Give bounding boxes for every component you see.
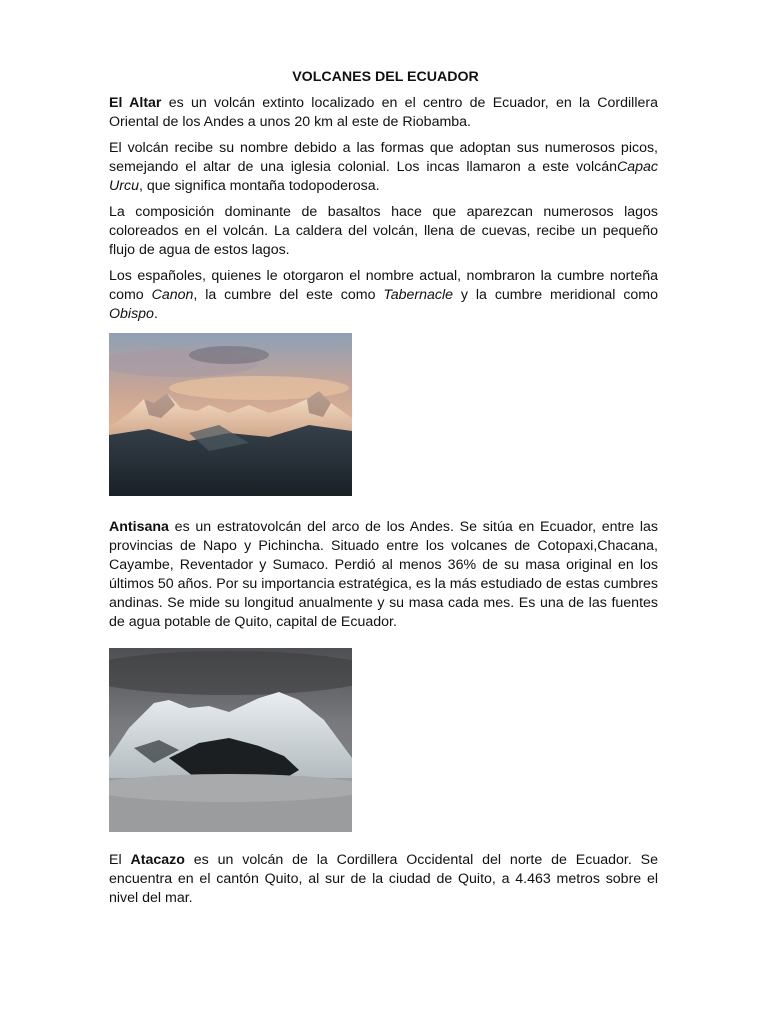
antisana-text: es un estratovolcán del arco de los Andes. Se sitúa en Ecuador, entre las provincias de Napo y Pichincha. Situado entre los volcanes de Cotopaxi,Chacana, Cayambe, Reventador y Sumaco. Perdió al menos 36% de su masa original en los últimos 50 años. Por su importancia estratégica, es la más estudiado de estas cumbres andinas. Se mide su longitud anualmente y su masa cada mes. Es una de las fuentes de agua potable de Quito, capital de Ecuador.	[109, 519, 658, 630]
altar-p4-text-d: .	[153, 306, 158, 322]
atacazo-name: Atacazo	[130, 852, 185, 868]
altar-tabernacle: Tabernacle	[383, 287, 454, 303]
altar-p2-italic: Capac Urcu	[109, 159, 658, 194]
altar-paragraph-4	[109, 267, 658, 324]
document-page	[109, 68, 658, 915]
altar-p4-text-a: Los españoles, quienes le otorgaron el nombre actual, nombraron la cumbre norteña como	[109, 268, 658, 303]
altar-p1-text: es un volcán extinto localizado en el centro de Ecuador, en la Cordillera Oriental de los Andes a unos 20 km al este de Riobamba.	[109, 95, 658, 130]
altar-paragraph-3: La composición dominante de basaltos hace que aparezcan numerosos lagos coloreados en el volcán. La caldera del volcán, llena de cuevas, recibe un pequeño flujo de agua de estos lagos.	[109, 204, 658, 258]
antisana-volcano-photo	[109, 648, 352, 832]
altar-obispo: Obispo	[109, 306, 154, 322]
antisana-paragraph	[109, 518, 658, 632]
altar-p2-text-b: , que significa montaña todopoderosa.	[138, 178, 380, 194]
altar-volcano-photo	[109, 333, 352, 496]
altar-p4-text-c: y la cumbre meridional como	[453, 287, 659, 303]
atacazo-text: es un volcán de la Cordillera Occidental del norte de Ecuador. Se encuentra en el cantón Quito, al sur de la ciudad de Quito, a 4.463 metros sobre el nivel del mar.	[109, 852, 658, 906]
page-title: VOLCANES DEL ECUADOR	[292, 69, 479, 85]
altar-canon: Canon	[151, 287, 194, 303]
atacazo-paragraph	[109, 851, 658, 908]
atacazo-prefix: El	[109, 852, 131, 868]
altar-name: El Altar	[109, 95, 162, 111]
altar-paragraph-2	[109, 139, 658, 196]
antisana-name: Antisana	[109, 519, 169, 535]
altar-paragraph-1	[109, 94, 658, 132]
altar-p2-text-a: El volcán recibe su nombre debido a las formas que adoptan sus numerosos picos, semejando el altar de una iglesia colonial. Los incas llamaron a este volcán	[109, 140, 658, 175]
altar-p4-text-b: , la cumbre del este como	[193, 287, 384, 303]
